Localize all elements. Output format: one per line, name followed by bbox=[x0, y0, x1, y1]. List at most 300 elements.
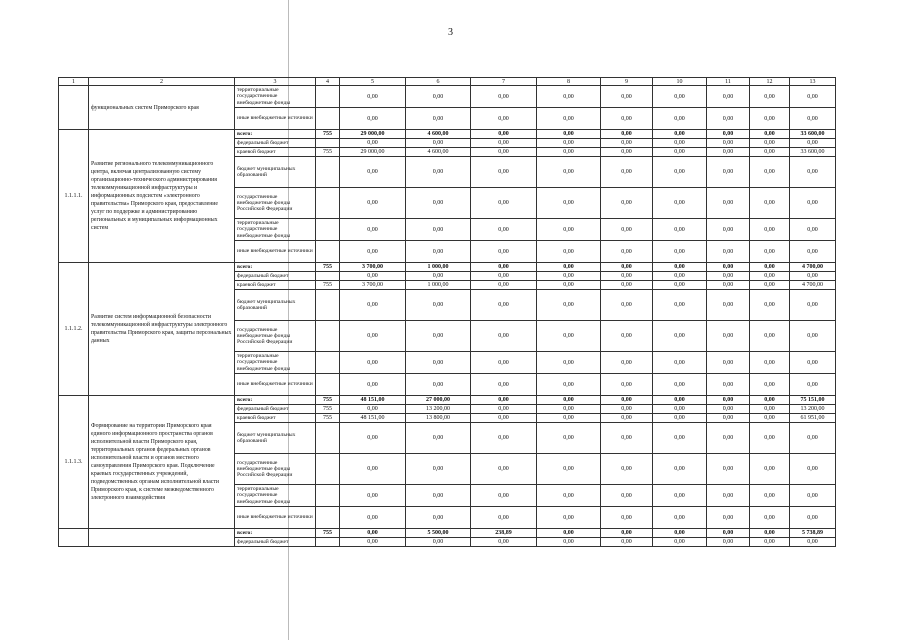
amount-cell: 27 000,00 bbox=[406, 396, 471, 405]
amount-cell: 0,00 bbox=[750, 157, 790, 188]
agency-code bbox=[316, 139, 340, 148]
agency-code bbox=[316, 423, 340, 454]
amount-cell: 0,00 bbox=[601, 272, 653, 281]
item-description: Формирование на территории Приморского края единого информационного пространства органов исполнительной власти Приморского края, территориальных органов федеральных органов исполнительной власти и органов местного самоуправления Приморского края. Подключение краевых государственных учреждений, подведомственных органам исполнительной власти Приморского края, к системе межведомственного электронного взаимодействия bbox=[89, 396, 235, 529]
funding-source: бюджет муниципальных образований bbox=[235, 423, 316, 454]
amount-cell: 0,00 bbox=[653, 241, 707, 263]
amount-cell: 0,00 bbox=[653, 157, 707, 188]
amount-cell: 13 200,00 bbox=[790, 405, 836, 414]
column-header: 3 bbox=[235, 78, 316, 86]
agency-code: 755 bbox=[316, 263, 340, 272]
amount-cell: 33 600,00 bbox=[790, 148, 836, 157]
amount-cell: 0,00 bbox=[653, 188, 707, 219]
column-header: 13 bbox=[790, 78, 836, 86]
amount-cell: 0,00 bbox=[340, 423, 406, 454]
item-description: Развитие систем информационной безопасности телекоммуникационной инфраструктуры электронного правительства Приморского края, защиты персональных данных bbox=[89, 263, 235, 396]
amount-cell: 0,00 bbox=[406, 86, 471, 108]
amount-cell: 0,00 bbox=[406, 272, 471, 281]
amount-cell: 0,00 bbox=[471, 396, 537, 405]
amount-cell: 0,00 bbox=[340, 405, 406, 414]
amount-cell: 0,00 bbox=[340, 507, 406, 529]
column-header: 8 bbox=[537, 78, 601, 86]
amount-cell: 0,00 bbox=[537, 352, 601, 374]
amount-cell: 0,00 bbox=[406, 157, 471, 188]
amount-cell: 4 700,00 bbox=[790, 263, 836, 272]
amount-cell: 0,00 bbox=[471, 157, 537, 188]
item-description: функциональных систем Приморского края bbox=[89, 86, 235, 130]
amount-cell: 0,00 bbox=[750, 130, 790, 139]
agency-code bbox=[316, 321, 340, 352]
amount-cell: 0,00 bbox=[750, 352, 790, 374]
amount-cell: 0,00 bbox=[340, 241, 406, 263]
amount-cell: 0,00 bbox=[653, 290, 707, 321]
column-header: 6 bbox=[406, 78, 471, 86]
amount-cell: 0,00 bbox=[406, 321, 471, 352]
amount-cell: 0,00 bbox=[471, 414, 537, 423]
amount-cell: 0,00 bbox=[406, 219, 471, 241]
amount-cell: 0,00 bbox=[750, 86, 790, 108]
amount-cell: 0,00 bbox=[790, 219, 836, 241]
amount-cell: 0,00 bbox=[537, 405, 601, 414]
amount-cell: 4 600,00 bbox=[406, 148, 471, 157]
table-row bbox=[59, 529, 836, 538]
amount-cell: 0,00 bbox=[406, 188, 471, 219]
amount-cell: 0,00 bbox=[537, 219, 601, 241]
amount-cell: 0,00 bbox=[601, 405, 653, 414]
agency-code: 755 bbox=[316, 130, 340, 139]
funding-source: бюджет муниципальных образований bbox=[235, 290, 316, 321]
agency-code bbox=[316, 538, 340, 547]
agency-code bbox=[316, 157, 340, 188]
funding-source: государственные внебюджетные фонды Российской Федерации bbox=[235, 188, 316, 219]
amount-cell: 0,00 bbox=[750, 374, 790, 396]
amount-cell: 0,00 bbox=[340, 321, 406, 352]
amount-cell: 0,00 bbox=[750, 241, 790, 263]
table-row bbox=[59, 86, 836, 108]
amount-cell: 0,00 bbox=[340, 290, 406, 321]
agency-code: 755 bbox=[316, 396, 340, 405]
amount-cell: 0,00 bbox=[471, 263, 537, 272]
amount-cell: 0,00 bbox=[340, 157, 406, 188]
amount-cell: 0,00 bbox=[406, 108, 471, 130]
column-header: 7 bbox=[471, 78, 537, 86]
funding-source: краевой бюджет bbox=[235, 414, 316, 423]
amount-cell: 0,00 bbox=[707, 188, 750, 219]
amount-cell: 0,00 bbox=[653, 219, 707, 241]
amount-cell: 0,00 bbox=[601, 263, 653, 272]
amount-cell: 0,00 bbox=[707, 423, 750, 454]
amount-cell: 0,00 bbox=[707, 148, 750, 157]
amount-cell: 0,00 bbox=[340, 374, 406, 396]
amount-cell: 29 000,00 bbox=[340, 148, 406, 157]
funding-source: всего: bbox=[235, 396, 316, 405]
amount-cell: 0,00 bbox=[601, 454, 653, 485]
amount-cell: 0,00 bbox=[340, 86, 406, 108]
amount-cell: 0,00 bbox=[601, 108, 653, 130]
agency-code: 755 bbox=[316, 148, 340, 157]
funding-source: государственные внебюджетные фонды Российской Федерации bbox=[235, 454, 316, 485]
amount-cell: 0,00 bbox=[601, 485, 653, 507]
agency-code bbox=[316, 272, 340, 281]
table-row bbox=[59, 263, 836, 272]
amount-cell: 0,00 bbox=[471, 139, 537, 148]
amount-cell: 0,00 bbox=[471, 188, 537, 219]
amount-cell: 0,00 bbox=[537, 241, 601, 263]
funding-source: территориальные государственные внебюджетные фонды bbox=[235, 485, 316, 507]
agency-code bbox=[316, 290, 340, 321]
amount-cell: 0,00 bbox=[653, 374, 707, 396]
amount-cell: 0,00 bbox=[471, 321, 537, 352]
amount-cell: 0,00 bbox=[707, 321, 750, 352]
amount-cell: 0,00 bbox=[750, 414, 790, 423]
amount-cell: 0,00 bbox=[537, 263, 601, 272]
amount-cell: 0,00 bbox=[707, 157, 750, 188]
funding-source: федеральный бюджет bbox=[235, 139, 316, 148]
amount-cell: 0,00 bbox=[653, 263, 707, 272]
amount-cell: 0,00 bbox=[601, 241, 653, 263]
amount-cell: 238,89 bbox=[471, 529, 537, 538]
funding-source: государственные внебюджетные фонды Российской Федерации bbox=[235, 321, 316, 352]
amount-cell: 0,00 bbox=[406, 423, 471, 454]
amount-cell: 0,00 bbox=[707, 454, 750, 485]
amount-cell: 0,00 bbox=[471, 374, 537, 396]
column-header: 9 bbox=[601, 78, 653, 86]
amount-cell: 0,00 bbox=[340, 272, 406, 281]
amount-cell: 0,00 bbox=[537, 374, 601, 396]
amount-cell: 0,00 bbox=[537, 272, 601, 281]
amount-cell: 0,00 bbox=[537, 423, 601, 454]
funding-source: иные внебюджетные источники bbox=[235, 241, 316, 263]
funding-source: краевой бюджет bbox=[235, 281, 316, 290]
amount-cell: 0,00 bbox=[340, 188, 406, 219]
amount-cell: 0,00 bbox=[537, 86, 601, 108]
agency-code bbox=[316, 86, 340, 108]
amount-cell: 0,00 bbox=[653, 538, 707, 547]
amount-cell: 0,00 bbox=[601, 396, 653, 405]
amount-cell: 0,00 bbox=[537, 148, 601, 157]
amount-cell: 0,00 bbox=[707, 241, 750, 263]
amount-cell: 0,00 bbox=[750, 454, 790, 485]
amount-cell: 0,00 bbox=[653, 130, 707, 139]
amount-cell: 0,00 bbox=[537, 157, 601, 188]
agency-code bbox=[316, 241, 340, 263]
amount-cell: 0,00 bbox=[707, 130, 750, 139]
amount-cell: 0,00 bbox=[340, 352, 406, 374]
column-header: 12 bbox=[750, 78, 790, 86]
column-header: 11 bbox=[707, 78, 750, 86]
amount-cell: 0,00 bbox=[790, 272, 836, 281]
amount-cell: 0,00 bbox=[653, 485, 707, 507]
amount-cell: 0,00 bbox=[537, 281, 601, 290]
amount-cell: 0,00 bbox=[653, 423, 707, 454]
amount-cell: 0,00 bbox=[790, 538, 836, 547]
page-number: 3 bbox=[448, 27, 453, 38]
amount-cell: 0,00 bbox=[340, 454, 406, 485]
amount-cell: 0,00 bbox=[537, 188, 601, 219]
amount-cell: 0,00 bbox=[790, 241, 836, 263]
budget-table bbox=[58, 77, 836, 547]
item-number: 1.1.1.2. bbox=[59, 263, 89, 396]
amount-cell: 0,00 bbox=[750, 139, 790, 148]
amount-cell: 0,00 bbox=[471, 485, 537, 507]
funding-source: федеральный бюджет bbox=[235, 405, 316, 414]
funding-source: краевой бюджет bbox=[235, 148, 316, 157]
amount-cell: 0,00 bbox=[340, 139, 406, 148]
amount-cell: 0,00 bbox=[790, 507, 836, 529]
amount-cell: 0,00 bbox=[471, 507, 537, 529]
amount-cell: 0,00 bbox=[471, 148, 537, 157]
amount-cell: 0,00 bbox=[471, 352, 537, 374]
column-header: 10 bbox=[653, 78, 707, 86]
amount-cell: 0,00 bbox=[471, 241, 537, 263]
amount-cell: 0,00 bbox=[340, 538, 406, 547]
amount-cell: 0,00 bbox=[707, 263, 750, 272]
amount-cell: 0,00 bbox=[750, 108, 790, 130]
amount-cell: 5 500,00 bbox=[406, 529, 471, 538]
amount-cell: 0,00 bbox=[653, 352, 707, 374]
amount-cell: 0,00 bbox=[471, 423, 537, 454]
amount-cell: 0,00 bbox=[750, 290, 790, 321]
amount-cell: 0,00 bbox=[653, 454, 707, 485]
amount-cell: 0,00 bbox=[601, 507, 653, 529]
amount-cell: 0,00 bbox=[653, 396, 707, 405]
amount-cell: 0,00 bbox=[471, 108, 537, 130]
agency-code bbox=[316, 108, 340, 130]
amount-cell: 0,00 bbox=[707, 352, 750, 374]
amount-cell: 0,00 bbox=[750, 485, 790, 507]
amount-cell: 0,00 bbox=[653, 272, 707, 281]
amount-cell: 29 000,00 bbox=[340, 130, 406, 139]
agency-code bbox=[316, 352, 340, 374]
column-header: 1 bbox=[59, 78, 89, 86]
amount-cell: 3 700,00 bbox=[340, 281, 406, 290]
column-header: 2 bbox=[89, 78, 235, 86]
table-row bbox=[59, 130, 836, 139]
amount-cell: 0,00 bbox=[653, 281, 707, 290]
amount-cell: 33 600,00 bbox=[790, 130, 836, 139]
amount-cell: 0,00 bbox=[653, 86, 707, 108]
amount-cell: 0,00 bbox=[406, 241, 471, 263]
agency-code: 755 bbox=[316, 405, 340, 414]
amount-cell: 0,00 bbox=[601, 86, 653, 108]
agency-code bbox=[316, 188, 340, 219]
amount-cell: 0,00 bbox=[406, 538, 471, 547]
amount-cell: 0,00 bbox=[707, 538, 750, 547]
amount-cell: 0,00 bbox=[707, 396, 750, 405]
amount-cell: 0,00 bbox=[750, 281, 790, 290]
agency-code: 755 bbox=[316, 529, 340, 538]
amount-cell: 0,00 bbox=[601, 374, 653, 396]
funding-source: иные внебюджетные источники bbox=[235, 108, 316, 130]
amount-cell: 0,00 bbox=[601, 414, 653, 423]
funding-source: федеральный бюджет bbox=[235, 272, 316, 281]
amount-cell: 48 151,00 bbox=[340, 396, 406, 405]
amount-cell: 0,00 bbox=[471, 290, 537, 321]
amount-cell: 3 700,00 bbox=[340, 263, 406, 272]
amount-cell: 0,00 bbox=[601, 219, 653, 241]
amount-cell: 0,00 bbox=[406, 485, 471, 507]
amount-cell: 0,00 bbox=[790, 423, 836, 454]
amount-cell: 0,00 bbox=[471, 281, 537, 290]
amount-cell: 0,00 bbox=[790, 86, 836, 108]
amount-cell: 0,00 bbox=[537, 454, 601, 485]
amount-cell: 0,00 bbox=[790, 321, 836, 352]
funding-source: территориальные государственные внебюджетные фонды bbox=[235, 219, 316, 241]
amount-cell: 0,00 bbox=[750, 507, 790, 529]
amount-cell: 0,00 bbox=[707, 219, 750, 241]
amount-cell: 0,00 bbox=[601, 130, 653, 139]
amount-cell: 0,00 bbox=[537, 396, 601, 405]
amount-cell: 0,00 bbox=[707, 485, 750, 507]
amount-cell: 0,00 bbox=[790, 290, 836, 321]
amount-cell: 0,00 bbox=[340, 485, 406, 507]
amount-cell: 0,00 bbox=[471, 272, 537, 281]
funding-source: всего: bbox=[235, 130, 316, 139]
amount-cell: 0,00 bbox=[601, 352, 653, 374]
amount-cell: 0,00 bbox=[790, 139, 836, 148]
amount-cell: 0,00 bbox=[537, 321, 601, 352]
funding-source: всего: bbox=[235, 263, 316, 272]
funding-source: территориальные государственные внебюджетные фонды bbox=[235, 86, 316, 108]
amount-cell: 0,00 bbox=[653, 108, 707, 130]
agency-code: 755 bbox=[316, 281, 340, 290]
funding-source: иные внебюджетные источники bbox=[235, 374, 316, 396]
amount-cell: 0,00 bbox=[750, 423, 790, 454]
amount-cell: 0,00 bbox=[471, 219, 537, 241]
amount-cell: 0,00 bbox=[601, 538, 653, 547]
amount-cell: 48 151,00 bbox=[340, 414, 406, 423]
amount-cell: 0,00 bbox=[601, 290, 653, 321]
amount-cell: 0,00 bbox=[601, 529, 653, 538]
amount-cell: 0,00 bbox=[707, 405, 750, 414]
amount-cell: 13 200,00 bbox=[406, 405, 471, 414]
amount-cell: 0,00 bbox=[471, 130, 537, 139]
amount-cell: 0,00 bbox=[537, 130, 601, 139]
amount-cell: 0,00 bbox=[653, 148, 707, 157]
header-row bbox=[59, 78, 836, 86]
amount-cell: 0,00 bbox=[750, 188, 790, 219]
item-number: 1.1.1.1. bbox=[59, 130, 89, 263]
amount-cell: 0,00 bbox=[750, 396, 790, 405]
amount-cell: 1 000,00 bbox=[406, 263, 471, 272]
amount-cell: 0,00 bbox=[537, 108, 601, 130]
amount-cell: 0,00 bbox=[750, 405, 790, 414]
amount-cell: 0,00 bbox=[790, 374, 836, 396]
amount-cell: 0,00 bbox=[406, 352, 471, 374]
agency-code bbox=[316, 219, 340, 241]
amount-cell: 0,00 bbox=[601, 148, 653, 157]
amount-cell: 0,00 bbox=[750, 538, 790, 547]
funding-source: территориальные государственные внебюджетные фонды bbox=[235, 352, 316, 374]
amount-cell: 61 951,00 bbox=[790, 414, 836, 423]
amount-cell: 0,00 bbox=[707, 290, 750, 321]
amount-cell: 4 700,00 bbox=[790, 281, 836, 290]
funding-source: федеральный бюджет bbox=[235, 538, 316, 547]
column-header: 4 bbox=[316, 78, 340, 86]
amount-cell: 0,00 bbox=[707, 139, 750, 148]
amount-cell: 0,00 bbox=[537, 507, 601, 529]
amount-cell: 0,00 bbox=[790, 454, 836, 485]
column-header: 5 bbox=[340, 78, 406, 86]
agency-code bbox=[316, 507, 340, 529]
amount-cell: 0,00 bbox=[406, 454, 471, 485]
agency-code bbox=[316, 374, 340, 396]
amount-cell: 0,00 bbox=[340, 108, 406, 130]
amount-cell: 0,00 bbox=[537, 529, 601, 538]
funding-source: иные внебюджетные источники bbox=[235, 507, 316, 529]
amount-cell: 0,00 bbox=[601, 423, 653, 454]
amount-cell: 0,00 bbox=[601, 281, 653, 290]
amount-cell: 0,00 bbox=[707, 108, 750, 130]
amount-cell: 0,00 bbox=[471, 86, 537, 108]
amount-cell: 0,00 bbox=[707, 281, 750, 290]
amount-cell: 0,00 bbox=[653, 405, 707, 414]
amount-cell: 0,00 bbox=[406, 507, 471, 529]
item-description bbox=[89, 529, 235, 547]
amount-cell: 0,00 bbox=[406, 139, 471, 148]
amount-cell: 0,00 bbox=[707, 272, 750, 281]
amount-cell: 0,00 bbox=[537, 485, 601, 507]
amount-cell: 0,00 bbox=[537, 139, 601, 148]
amount-cell: 0,00 bbox=[340, 219, 406, 241]
amount-cell: 0,00 bbox=[750, 321, 790, 352]
table-row bbox=[59, 396, 836, 405]
amount-cell: 0,00 bbox=[790, 485, 836, 507]
amount-cell: 1 000,00 bbox=[406, 281, 471, 290]
amount-cell: 0,00 bbox=[471, 538, 537, 547]
amount-cell: 0,00 bbox=[601, 139, 653, 148]
amount-cell: 0,00 bbox=[406, 374, 471, 396]
agency-code bbox=[316, 454, 340, 485]
amount-cell: 0,00 bbox=[750, 529, 790, 538]
amount-cell: 0,00 bbox=[707, 507, 750, 529]
amount-cell: 0,00 bbox=[406, 290, 471, 321]
amount-cell: 0,00 bbox=[707, 529, 750, 538]
amount-cell: 0,00 bbox=[790, 108, 836, 130]
amount-cell: 13 800,00 bbox=[406, 414, 471, 423]
amount-cell: 0,00 bbox=[750, 219, 790, 241]
amount-cell: 0,00 bbox=[471, 405, 537, 414]
amount-cell: 0,00 bbox=[653, 321, 707, 352]
agency-code bbox=[316, 485, 340, 507]
amount-cell: 0,00 bbox=[750, 148, 790, 157]
amount-cell: 5 738,89 bbox=[790, 529, 836, 538]
amount-cell: 4 600,00 bbox=[406, 130, 471, 139]
amount-cell: 0,00 bbox=[707, 86, 750, 108]
amount-cell: 0,00 bbox=[601, 157, 653, 188]
amount-cell: 0,00 bbox=[653, 414, 707, 423]
funding-source: всего: bbox=[235, 529, 316, 538]
item-number: 1.1.1.3. bbox=[59, 396, 89, 529]
amount-cell: 0,00 bbox=[790, 352, 836, 374]
amount-cell: 0,00 bbox=[601, 321, 653, 352]
agency-code: 755 bbox=[316, 414, 340, 423]
funding-source: бюджет муниципальных образований bbox=[235, 157, 316, 188]
amount-cell: 0,00 bbox=[340, 529, 406, 538]
item-description: Развитие регионального телекоммуникационного центра, включая централизованную систему организационно-технического администрирования телекоммуникационной инфраструктуры и информационных подсистем «электронного правительства» Приморского края, предоставление услуг по поддержке и администрированию региональных и муниципальных информационных систем bbox=[89, 130, 235, 263]
item-number bbox=[59, 529, 89, 547]
amount-cell: 0,00 bbox=[471, 454, 537, 485]
amount-cell: 75 151,00 bbox=[790, 396, 836, 405]
amount-cell: 0,00 bbox=[707, 374, 750, 396]
amount-cell: 0,00 bbox=[750, 263, 790, 272]
amount-cell: 0,00 bbox=[790, 157, 836, 188]
amount-cell: 0,00 bbox=[601, 188, 653, 219]
amount-cell: 0,00 bbox=[750, 272, 790, 281]
amount-cell: 0,00 bbox=[707, 414, 750, 423]
amount-cell: 0,00 bbox=[790, 188, 836, 219]
item-number bbox=[59, 86, 89, 130]
